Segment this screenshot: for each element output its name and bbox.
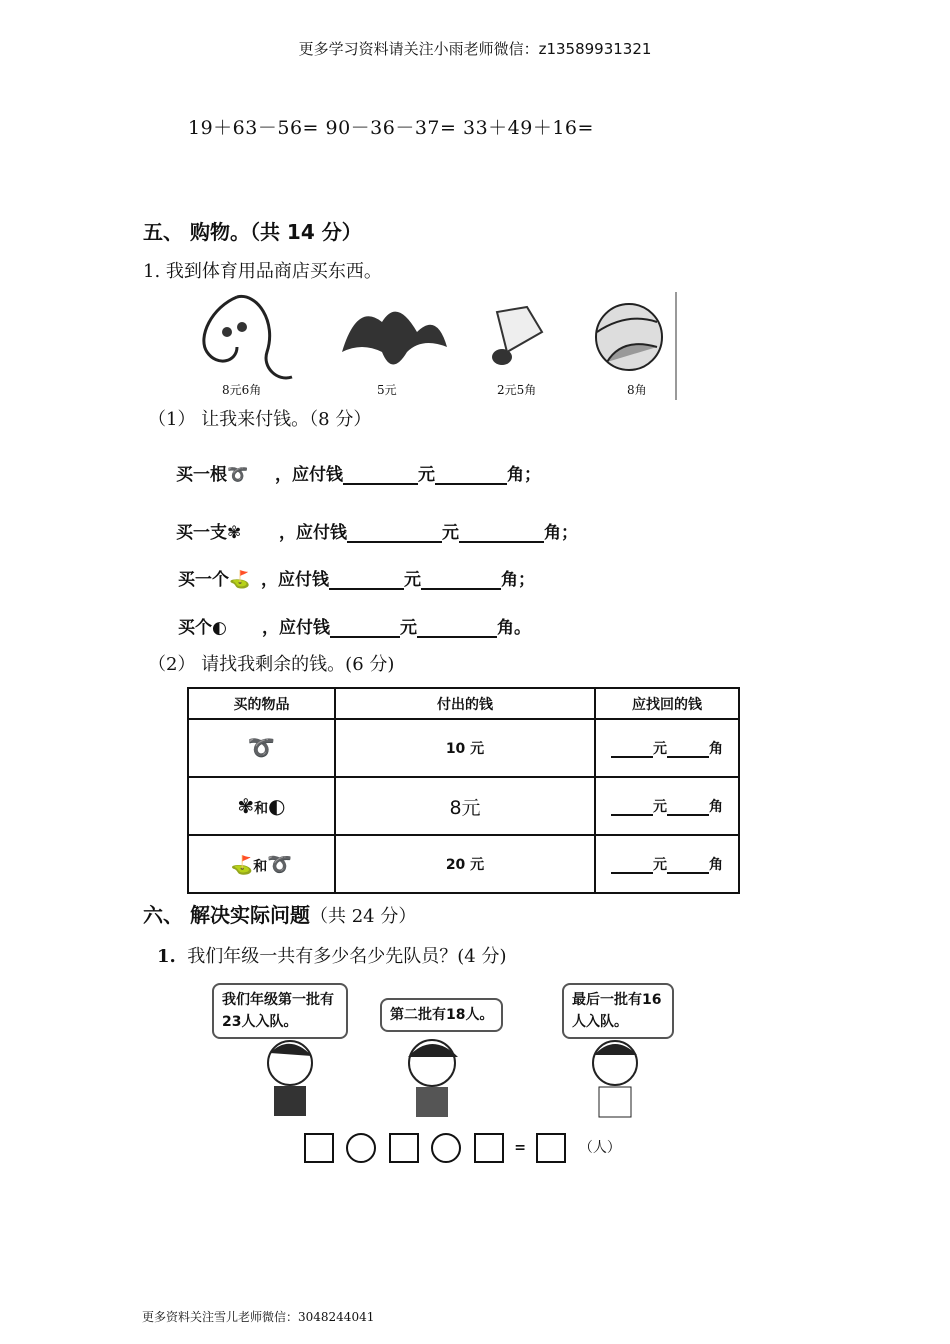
price-label: 8元6角 xyxy=(222,383,262,397)
pay-line-rope: 买一根➰ ，应付钱 元 角； xyxy=(176,465,541,485)
table-header: 应找回的钱 xyxy=(595,688,739,719)
paid-cell: 10 元 xyxy=(335,719,595,777)
answer-blank-jiao[interactable] xyxy=(421,572,501,590)
speech-bubble: 最后一批有16人入队。 xyxy=(562,983,674,1039)
answer-blank-yuan[interactable] xyxy=(611,744,653,758)
jump-rope-icon xyxy=(204,296,292,378)
change-table xyxy=(187,687,740,894)
part-1-label: （1） 让我来付钱。（8 分） xyxy=(148,409,372,430)
table-row xyxy=(188,777,739,835)
answer-blank-yuan[interactable] xyxy=(330,620,400,638)
child-figure xyxy=(585,1035,645,1124)
child-figure xyxy=(260,1038,320,1122)
question-6-1: 1. 我们年级一共有多少名少先队员？(4 分) xyxy=(157,946,507,967)
paid-cell: 8元 xyxy=(335,777,595,835)
answer-blank-yuan[interactable] xyxy=(347,525,442,543)
page-footer: 更多资料关注雪儿老师微信：3048244041 xyxy=(142,1310,375,1324)
feather-toy-icon xyxy=(342,312,447,365)
speech-bubble: 第二批有18人。 xyxy=(380,998,503,1032)
change-cell: 元 角 xyxy=(595,719,739,777)
section-5-title: 五、 购物。（共 14 分） xyxy=(143,220,362,244)
table-header: 买的物品 xyxy=(188,688,335,719)
section-6-title: 六、 解决实际问题（共 24 分） xyxy=(143,903,417,927)
answer-box[interactable] xyxy=(304,1133,334,1163)
item-cell: ⛳和➰ xyxy=(188,835,335,893)
change-cell: 元 角 xyxy=(595,777,739,835)
table-header: 付出的钱 xyxy=(335,688,595,719)
answer-equation: = （人） xyxy=(304,1133,621,1163)
pay-line-feather: 买一支✾ ，应付钱 元 角； xyxy=(176,523,578,543)
items-picture xyxy=(197,292,677,400)
equation-row: 19＋63－56= 90－36－37= 33＋49＋16= xyxy=(188,117,594,139)
operator-circle[interactable] xyxy=(346,1133,376,1163)
child-figure xyxy=(400,1035,465,1124)
answer-blank-yuan[interactable] xyxy=(611,802,653,816)
answer-box[interactable] xyxy=(389,1133,419,1163)
answer-blank-yuan[interactable] xyxy=(611,860,653,874)
item-cell: ✾和◐ xyxy=(188,777,335,835)
answer-blank-jiao[interactable] xyxy=(667,802,709,816)
part-2-label: （2） 请找我剩余的钱。(6 分) xyxy=(148,654,395,675)
answer-box[interactable] xyxy=(536,1133,566,1163)
answer-blank-jiao[interactable] xyxy=(435,467,507,485)
table-row xyxy=(188,835,739,893)
price-label: 2元5角 xyxy=(497,383,537,397)
item-cell: ➰ xyxy=(188,719,335,777)
answer-blank-jiao[interactable] xyxy=(667,744,709,758)
beach-ball-icon xyxy=(596,304,662,370)
question-1: 1. 我到体育用品商店买东西。 xyxy=(143,261,382,282)
page-header: 更多学习资料请关注小雨老师微信：z13589931321 xyxy=(298,40,652,58)
price-label: 8角 xyxy=(627,383,647,397)
price-label: 5元 xyxy=(377,383,397,397)
speech-bubble: 我们年级第一批有23人入队。 xyxy=(212,983,348,1039)
pay-line-shuttlecock: 买一个⛳ ，应付钱 元 角； xyxy=(178,570,535,590)
answer-blank-jiao[interactable] xyxy=(417,620,497,638)
table-row xyxy=(188,719,739,777)
operator-circle[interactable] xyxy=(431,1133,461,1163)
answer-blank-jiao[interactable] xyxy=(459,525,544,543)
answer-blank-yuan[interactable] xyxy=(329,572,404,590)
answer-blank-jiao[interactable] xyxy=(667,860,709,874)
shuttlecock-icon xyxy=(492,307,542,365)
items-illustration xyxy=(197,292,675,400)
answer-box[interactable] xyxy=(474,1133,504,1163)
change-cell: 元 角 xyxy=(595,835,739,893)
paid-cell: 20 元 xyxy=(335,835,595,893)
pay-line-ball: 买个◐ ，应付钱 元 角。 xyxy=(178,618,531,638)
answer-blank-yuan[interactable] xyxy=(343,467,418,485)
